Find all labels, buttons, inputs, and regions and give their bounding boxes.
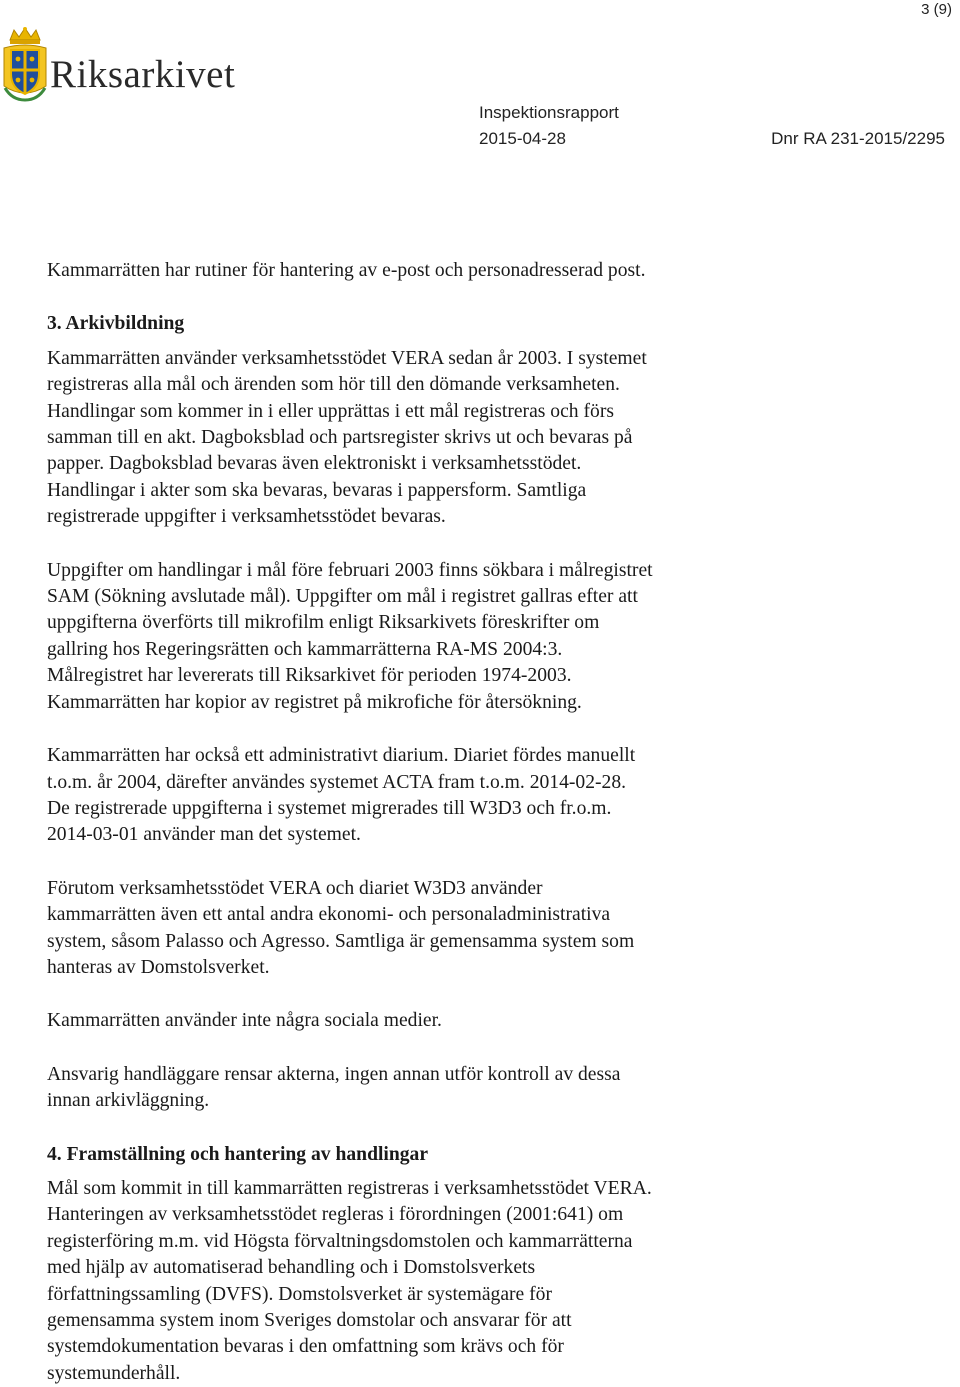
section-4-paragraph-1: Mål som kommit in till kammarrätten registreras i verksamhetsstödet VERA. Hanteringen av verksamhetsstödet regleras i förordningen (2001:641) om registerföring m.m. vid Högsta förvaltningsdomstolen och kammarrätterna med hjälp av automatiserad behandling och i Domstolsverkets författningssamling (DVFS). Domstolsverket är systemägare för gemensamma system inom Sveriges domstolar och ansvarar för att systemdokumentation bevaras i den omfattning som krävs och för systemunderhåll. xyxy=(47,1177,652,1384)
section-3-paragraph-4: Förutom verksamhetsstödet VERA och diariet W3D3 använder kammarrätten även ett antal andra ekonomi- och personaladministrativa system, såsom Palasso och Agresso. Samtliga är gemensamma system som hanteras av Domstolsverket. xyxy=(47,877,635,978)
logo-text: Riksarkivet xyxy=(50,53,236,96)
section-4-heading: 4. Framställning och hantering av handlingar xyxy=(47,1143,429,1165)
section-3-paragraph-1: Kammarrätten använder verksamhetsstödet VERA sedan år 2003. I systemet registreras alla mål och ärenden som hör till den dömande verksamheten. Handlingar som kommer in i eller upprättas i ett mål registreras och förs samman till en akt. Dagboksblad och partsregister skrivs ut och bevaras på papper. Dagboksblad bevaras även elektroniskt i verksamhetsstödet. Handlingar i akter som ska bevaras, bevaras i pappersform. Samtliga registrerade uppgifter i verksamhetsstödet bevaras. xyxy=(47,347,647,528)
page-number: 3 (9) xyxy=(921,1,952,18)
document-body xyxy=(47,258,947,1387)
report-date: 2015-04-28 xyxy=(479,129,566,148)
section-3-paragraph-5: Kammarrätten använder inte några sociala medier. xyxy=(47,1010,442,1032)
intro-paragraph: Kammarrätten har rutiner för hantering av e-post och personadresserad post. xyxy=(47,260,646,281)
riksarkivet-coat-of-arms-icon xyxy=(2,26,48,102)
logo xyxy=(2,26,262,102)
report-dnr: Dnr RA 231-2015/2295 xyxy=(771,129,945,148)
report-title: Inspektionsrapport xyxy=(479,103,619,122)
section-3-paragraph-2: Uppgifter om handlingar i mål före februari 2003 finns sökbara i målregistret SAM (Sökning avslutade mål). Uppgifter om mål i registret gallras efter att uppgifterna överförts till mikrofilm enligt Riksarkivets föreskrifter om gallring hos Regeringsrätten och kammarrätterna RA-MS 2004:3. Målregistret har levererats till Riksarkivet för perioden 1974-2003. Kammarrätten har kopior av registret på mikrofiche för återsökning. xyxy=(47,559,653,713)
section-3-paragraph-3: Kammarrätten har också ett administrativt diarium. Diariet fördes manuellt t.o.m. år 2004, därefter användes systemet ACTA fram t.o.m. 2014-02-28. De registrerade uppgifterna i systemet migrerades till W3D3 och fr.o.m. 2014-03-01 använder man det systemet. xyxy=(47,745,636,846)
section-3-paragraph-6: Ansvarig handläggare rensar akterna, ingen annan utför kontroll av dessa innan arkivläggning. xyxy=(47,1063,621,1112)
section-3-heading: 3. Arkivbildning xyxy=(47,313,185,335)
